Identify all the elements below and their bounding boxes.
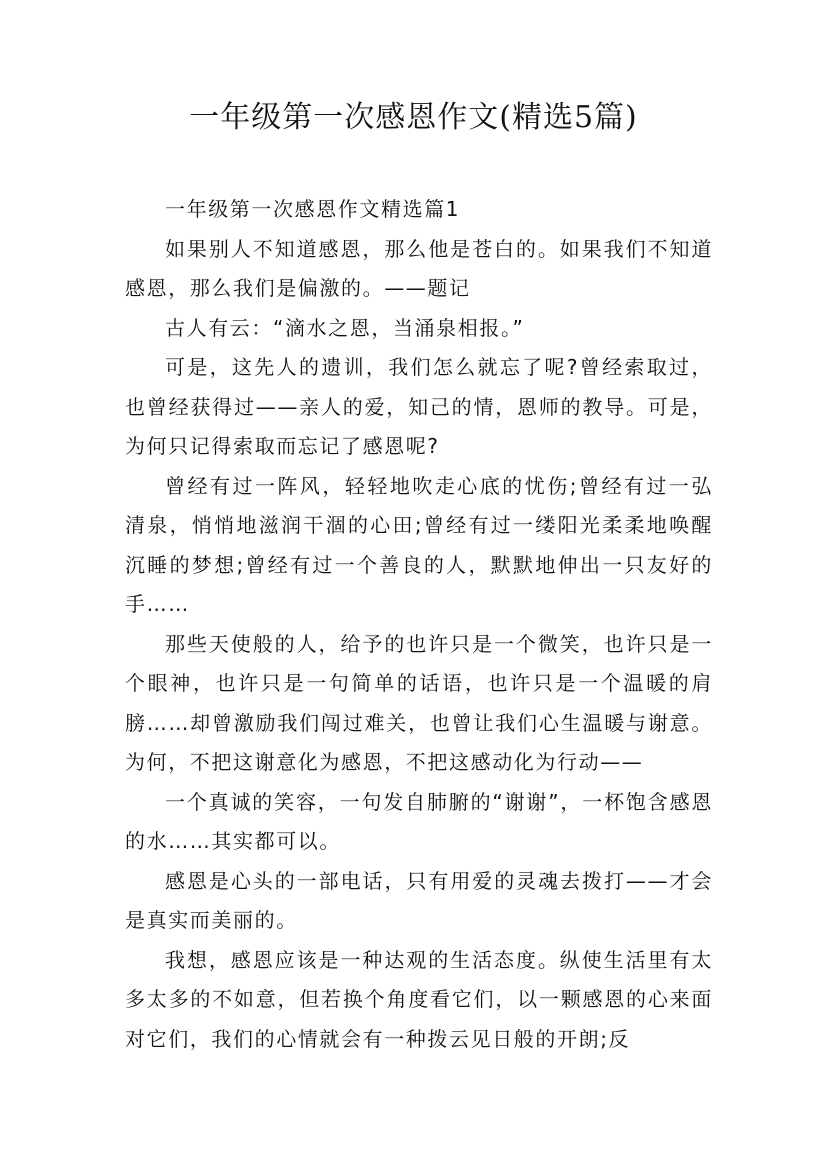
paragraph: 古人有云：“滴水之恩，当涌泉相报。” bbox=[165, 315, 525, 340]
paragraph: 曾经有过一阵风，轻轻地吹走心底的忧伤;曾经有过一弘清泉，悄悄地滋润干涸的心田;曾经有过一缕阳光柔柔地唤醒沉睡的梦想;曾经有过一个善良的人，默默地伸出一只友好的手…… bbox=[125, 473, 713, 616]
paragraph: 如果别人不知道感恩，那么他是苍白的。如果我们不知道感恩，那么我们是偏激的。——题记 bbox=[125, 236, 713, 300]
paragraph: 可是，这先人的遗训，我们怎么就忘了呢?曾经索取过，也曾经获得过——亲人的爱，知己的情，恩师的教导。可是，为何只记得索取而忘记了感恩呢? bbox=[125, 355, 713, 458]
section-heading: 一年级第一次感恩作文精选篇1 bbox=[165, 197, 461, 221]
paragraph: 一个真诚的笑容，一句发自肺腑的“谢谢”，一杯饱含感恩的水……其实都可以。 bbox=[125, 789, 713, 853]
paragraph: 我想，感恩应该是一种达观的生活态度。纵使生活里有太多太多的不如意，但若换个角度看它们，以一颗感恩的心来面对它们，我们的心情就会有一种拨云见日般的开朗;反 bbox=[125, 947, 713, 1051]
article-body bbox=[125, 190, 713, 1059]
page-title: 一年级第一次感恩作文(精选5篇) bbox=[189, 100, 638, 135]
paragraph: 感恩是心头的一部电话，只有用爱的灵魂去拨打——才会是真实而美丽的。 bbox=[125, 868, 713, 932]
paragraph: 那些天使般的人，给予的也许只是一个微笑，也许只是一个眼神，也许只是一句简单的话语，也许只是一个温暖的肩膀……却曾激励我们闯过难关，也曾让我们心生温暖与谢意。为何，不把这谢意化为感恩，不把这感动化为行动—— bbox=[125, 631, 713, 774]
